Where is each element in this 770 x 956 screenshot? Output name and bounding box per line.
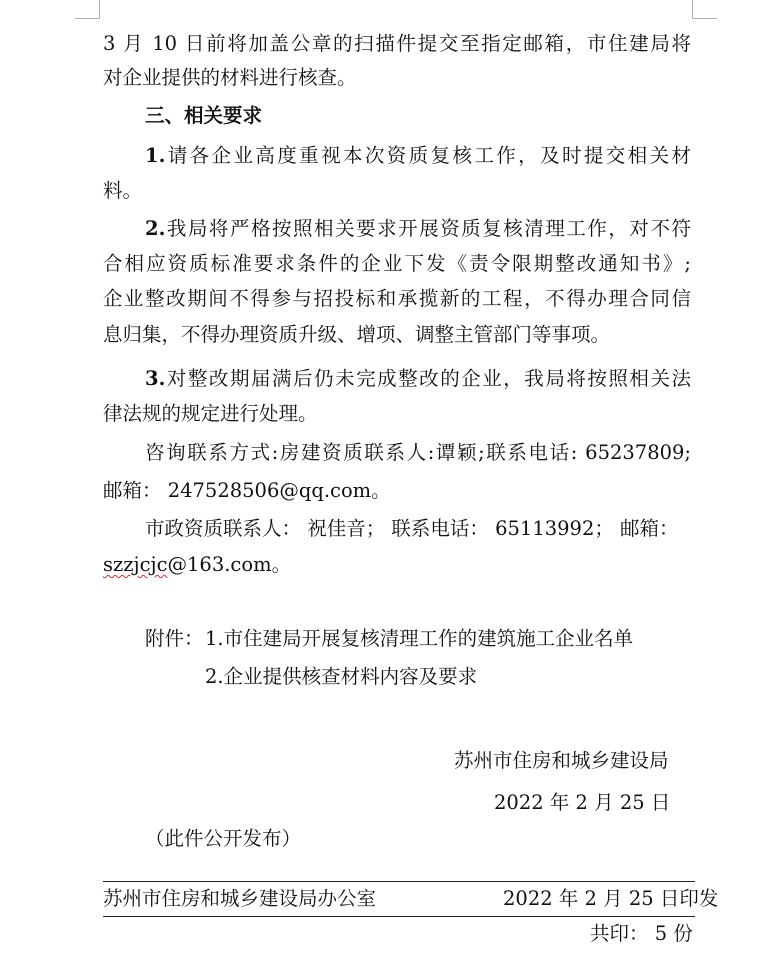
requirement-2-line-3: 企业整改期间不得参与招投标和承揽新的工程，不得办理合同信 xyxy=(103,287,691,310)
footer-middle-rule xyxy=(103,916,695,917)
requirement-1-text: 请各企业高度重视本次资质复核工作，及时提交相关材 xyxy=(165,144,691,167)
footer-copies: 共印： 5 份 xyxy=(590,922,693,945)
requirement-3-number: 3. xyxy=(145,367,166,390)
requirement-2-number: 2. xyxy=(145,217,166,240)
requirement-2-text: 我局将严格按照相关要求开展资质复核清理工作，对不符 xyxy=(165,217,691,240)
contact-housing-line-2: 邮箱： 247528506@qq.com。 xyxy=(103,479,391,502)
section-heading: 三、相关要求 xyxy=(145,104,263,127)
requirement-1-line-1 xyxy=(145,143,691,169)
attachment-item-1: 1.市住建局开展复核清理工作的建筑施工企业名单 xyxy=(205,627,634,650)
requirement-2-line-4: 息归集，不得办理资质升级、增项、调整主管部门等事项。 xyxy=(103,323,611,346)
crop-mark-top-right xyxy=(692,0,717,19)
footer-issuer: 苏州市住房和城乡建设局办公室 xyxy=(103,887,377,910)
attachments-label: 附件： xyxy=(145,627,204,650)
requirement-3-text: 对整改期届满后仍未完成整改的企业，我局将按照相关法 xyxy=(165,367,691,390)
signing-organization: 苏州市住房和城乡建设局 xyxy=(454,749,669,772)
footer-top-rule xyxy=(103,881,695,882)
contact-housing-line-1: 咨询联系方式:房建资质联系人:谭颖;联系电话: 65237809; xyxy=(145,441,691,464)
contact-municipal-line-1: 市政资质联系人： 祝佳音； 联系电话： 65113992； 邮箱： xyxy=(145,517,679,540)
requirement-2-line-1 xyxy=(145,216,691,242)
spellcheck-marked-email-local: szzjcjc xyxy=(103,553,168,576)
requirement-3-line-2: 律法规的规定进行处理。 xyxy=(103,402,318,425)
requirement-1-number: 1. xyxy=(145,144,166,167)
requirement-3-line-1 xyxy=(145,366,691,392)
requirement-2-line-2: 合相应资质标准要求条件的企业下发《责令限期整改通知书》; xyxy=(103,252,691,275)
requirement-1-line-2: 料。 xyxy=(103,179,143,202)
intro-line-1: 3 月 10 日前将加盖公章的扫描件提交至指定邮箱，市住建局将 xyxy=(103,32,691,55)
contact-municipal-line-2 xyxy=(103,552,291,578)
footer-print-date: 2022 年 2 月 25 日印发 xyxy=(503,887,719,910)
attachment-item-2: 2.企业提供核查材料内容及要求 xyxy=(205,665,478,688)
publication-note: （此件公开发布） xyxy=(145,827,302,850)
crop-mark-top-left xyxy=(75,0,100,19)
signing-date: 2022 年 2 月 25 日 xyxy=(494,791,671,814)
intro-line-2: 对企业提供的材料进行核查。 xyxy=(103,66,357,89)
email-domain: @163.com。 xyxy=(167,553,292,576)
